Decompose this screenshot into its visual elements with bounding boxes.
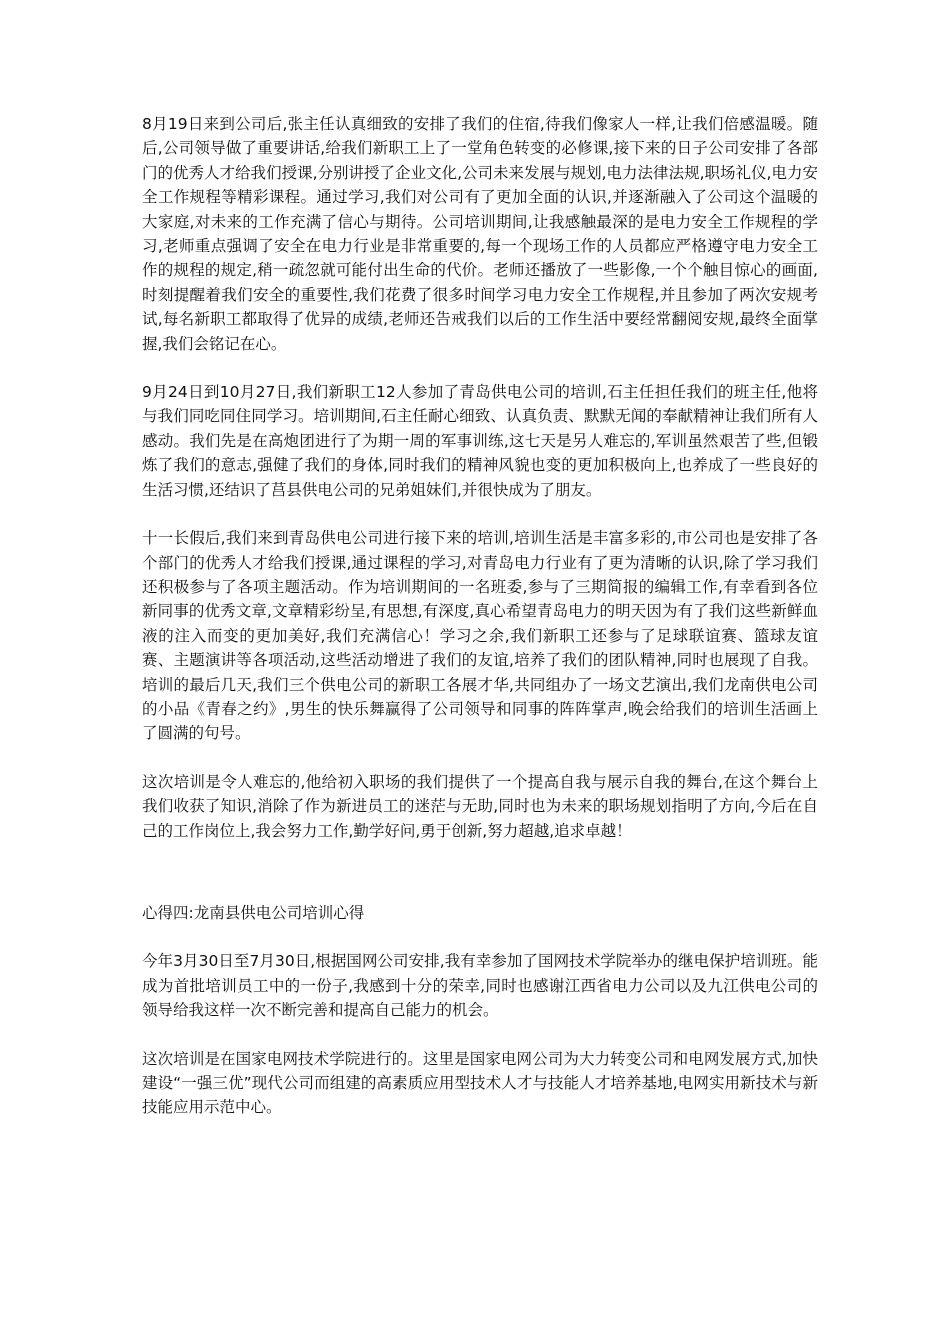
paragraph: 十一长假后,我们来到青岛供电公司进行接下来的培训,培训生活是丰富多彩的,市公司也是安排了各个部门的优秀人才给我们授课,通过课程的学习,对青岛电力行业有了更为清晰的认识,除了学习我们还积极参与了各项主题活动。作为培训期间的一名班委,参与了三期简报的编辑工作,有幸看到各位新同事的优秀文章,文章精彩纷呈,有思想,有深度,真心希望青岛电力的明天因为有了我们这些新鲜血液的注入而变的更加美好,我们充满信心！学习之余,我们新职工还参与了足球联谊赛、篮球友谊赛、主题演讲等各项活动,这些活动增进了我们的友谊,培养了我们的团队精神,同时也展现了自我。培训的最后几天,我们三个供电公司的新职工各展才华,共同组办了一场文艺演出,我们龙南供电公司的小品《青春之约》,男生的快乐舞赢得了公司领导和同事的阵阵掌声,晚会给我们的培训生活画上了圆满的句号。 [142, 529, 818, 743]
document-page [142, 112, 818, 1144]
paragraph: 9月24日到10月27日,我们新职工12人参加了青岛供电公司的培训,石主任担任我们的班主任,他将与我们同吃同住同学习。培训期间,石主任耐心细致、认真负责、默默无闻的奉献精神让我们所有人感动。我们先是在高炮团进行了为期一周的军事训练,这七天是另人难忘的,军训虽然艰苦了些,但锻炼了我们的意志,强健了我们的身体,同时我们的精神风貌也变的更加积极向上,也养成了一些良好的生活习惯,还结识了莒县供电公司的兄弟姐妹们,并很快成为了朋友。 [142, 383, 818, 499]
paragraph: 这次培训是令人难忘的,他给初入职场的我们提供了一个提高自我与展示自我的舞台,在这个舞台上我们收获了知识,消除了作为新进员工的迷茫与无助,同时也为未来的职场规划指明了方向,今后在自己的工作岗位上,我会努力工作,勤学好问,勇于创新,努力超越,追求卓越！ [142, 772, 818, 840]
paragraph: 今年3月30日至7月30日,根据国网公司安排,我有幸参加了国网技术学院举办的继电保护培训班。能成为首批培训员工中的一份子,我感到十分的荣幸,同时也感谢江西省电力公司以及九江供电公司的领导给我这样一次不断完善和提高自己能力的机会。 [142, 952, 818, 1020]
section-spacer [142, 867, 818, 901]
paragraph: 8月19日来到公司后,张主任认真细致的安排了我们的住宿,待我们像家人一样,让我们倍感温暖。随后,公司领导做了重要讲话,给我们新职工上了一堂角色转变的必修课,接下来的日子公司安排了各部门的优秀人才给我们授课,分别讲授了企业文化,公司未来发展与规划,电力法律法规,职场礼仪,电力安全工作规程等精彩课程。通过学习,我们对公司有了更加全面的认识,并逐渐融入了公司这个温暖的大家庭,对未来的工作充满了信心与期待。公司培训期间,让我感触最深的是电力安全工作规程的学习,老师重点强调了安全在电力行业是非常重要的,每一个现场工作的人员都应严格遵守电力安全工作的规程的规定,稍一疏忽就可能付出生命的代价。老师还播放了一些影像,一个个触目惊心的画面,时刻提醒着我们安全的重要性,我们花费了很多时间学习电力安全工作规程,并且参加了两次安规考试,每名新职工都取得了优异的成绩,老师还告戒我们以后的工作生活中要经常翻阅安规,最终全面掌握,我们会铭记在心。 [142, 115, 818, 353]
paragraph: 这次培训是在国家电网技术学院进行的。这里是国家电网公司为大力转变公司和电网发展方式,加快建设“一强三优”现代公司而组建的高素质应用型技术人才与技能人才培养基地,电网实用新技术与新技能应用示范中心。 [142, 1049, 818, 1117]
section-heading: 心得四:龙南县供电公司培训心得 [142, 903, 365, 922]
